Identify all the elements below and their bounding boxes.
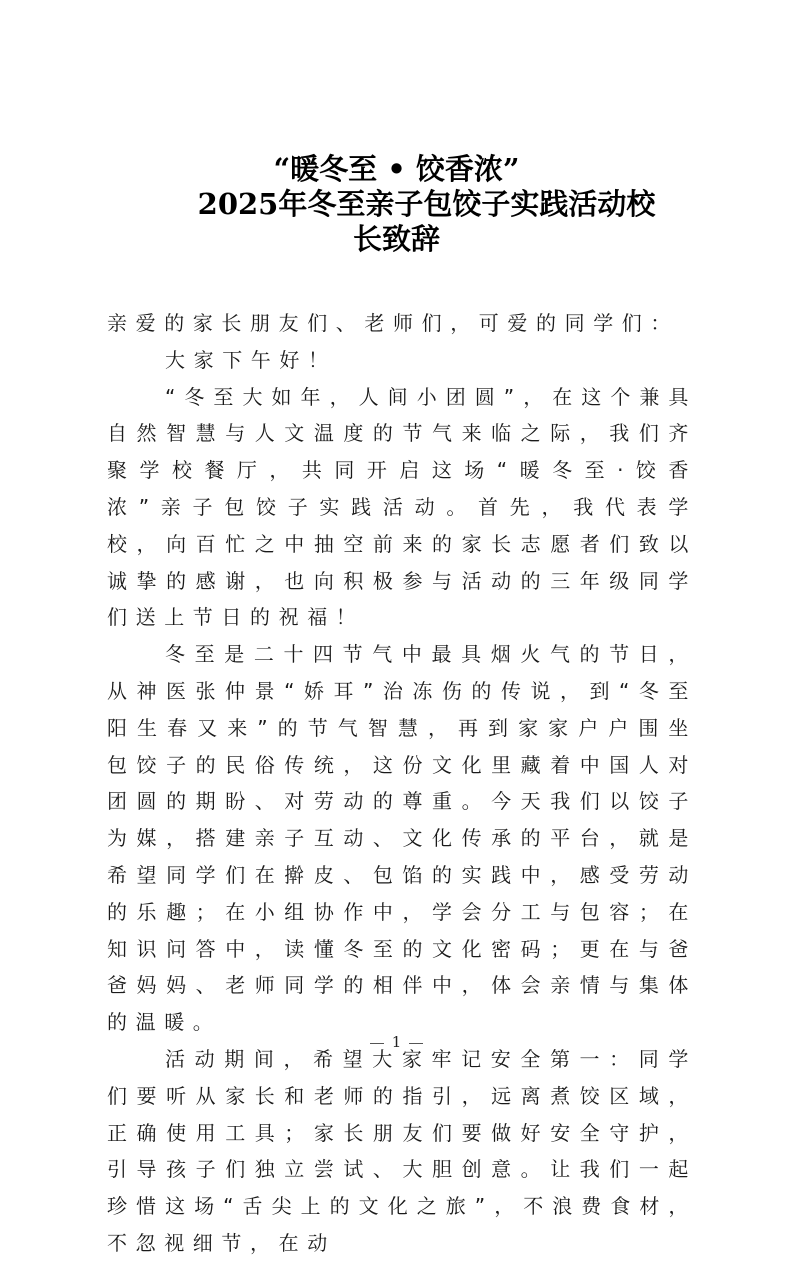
paragraph-greeting: 大家下午好！ — [165, 347, 337, 372]
paragraph-opening: “冬至大如年，人间小团圆”，在这个兼具自然智慧与人文温度的节气来临之际，我们齐聚学校餐厅，共同开启这场“暖冬至·饺香浓”亲子包饺子实践活动。首先，我代表学校，向百忙之中抽空前来的家长志愿者们致以诚挚的感谢，也向积极参与活动的三年级同学们送上节日的祝福！ — [107, 384, 697, 630]
title-line-2: 2025年冬至亲子包饺子实践活动校 — [197, 187, 656, 221]
paragraph-culture: 冬至是二十四节气中最具烟火气的节日，从神医张仲景“娇耳”治冻伤的传说，到“冬至阳生春又来”的节气智慧，再到家家户户围坐包饺子的民俗传统，这份文化里藏着中国人对团圆的期盼、对劳动的尊重。今天我们以饺子为媒，搭建亲子互动、文化传承的平台，就是希望同学们在擀皮、包馅的实践中，感受劳动的乐趣；在小组协作中，学会分工与包容；在知识问答中，读懂冬至的文化密码；更在与爸爸妈妈、老师同学的相伴中，体会亲情与集体的温暖。 — [107, 642, 697, 1035]
paragraph-safety: 活动期间，希望大家牢记安全第一：同学们要听从家长和老师的指引，远离煮饺区域，正确使用工具；家长朋友们要做好安全守护，引导孩子们独立尝试、大胆创意。让我们一起珍惜这场“舌尖上的文化之旅”，不浪费食材，不忽视细节，在动 — [107, 1046, 697, 1255]
salutation: 亲爱的家长朋友们、老师们，可爱的同学们： — [107, 311, 679, 335]
page-number: 1 — [391, 1033, 402, 1051]
document-body — [107, 305, 697, 1262]
title-line-1: “暖冬至 • 饺香浓” — [273, 152, 520, 186]
title-line-3: 长致辞 — [352, 222, 440, 256]
document-title — [0, 152, 793, 257]
page-footer — [0, 1033, 793, 1051]
footer-dash-left — [370, 1043, 384, 1044]
footer-dash-right — [409, 1043, 423, 1044]
